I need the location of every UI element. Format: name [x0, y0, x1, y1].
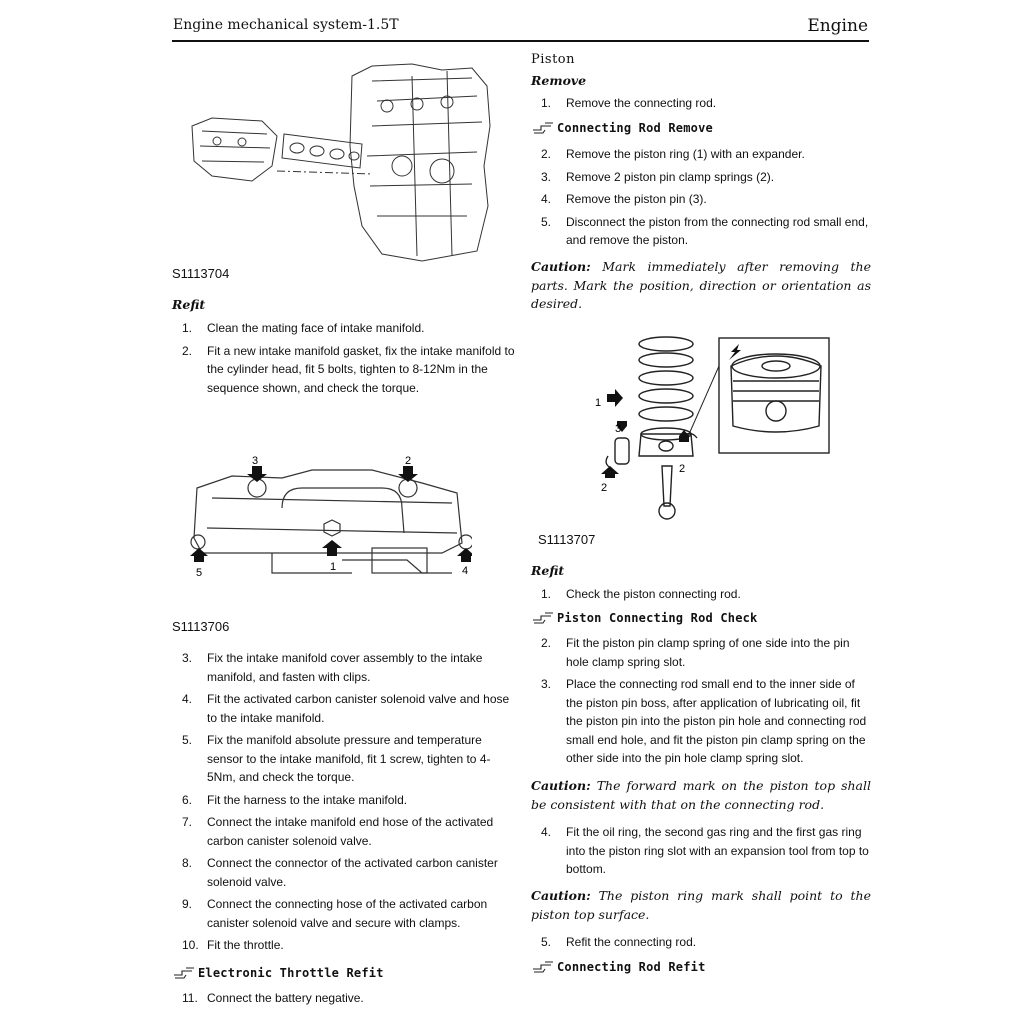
pointing-hand-icon — [172, 966, 196, 980]
bolt-callout-2: 2 — [405, 455, 412, 467]
list-item: 10. Fit the throttle. — [182, 938, 284, 952]
reference-connecting-rod-remove[interactable]: Connecting Rod Remove — [531, 121, 871, 135]
refit-heading-left: Refit — [172, 297, 206, 312]
list-item: 2. Fit a new intake manifold gasket, fix the intake manifold to the cylinder head, fit 5 bolts, tighten to 8-12Nm in the sequence shown, and check the torque. — [182, 343, 515, 395]
refit-steps-left-2 — [172, 649, 517, 959]
list-item: 6. Fit the harness to the intake manifold. — [182, 792, 408, 807]
refit-steps-right-4 — [531, 933, 871, 956]
pointing-hand-icon — [531, 611, 555, 625]
remove-heading: Remove — [531, 73, 587, 88]
figure-label-s1113707: S1113707 — [538, 532, 596, 547]
bolt-callout-3: 3 — [252, 455, 259, 467]
list-item: 4. Fit the oil ring, the second gas ring and the first gas ring into the piston ring slot with an expansion tool from top to bottom. — [541, 825, 869, 876]
intake-manifold-exploded-illustration — [172, 56, 517, 266]
refit-heading-right: Refit — [531, 563, 565, 578]
section-title-piston: Piston — [531, 52, 575, 67]
bolt-callout-5: 5 — [196, 567, 203, 579]
piston-callout-3: 3 — [615, 423, 622, 435]
piston-callout-2-left: 2 — [601, 482, 608, 494]
header-right-title: Engine — [807, 16, 868, 36]
list-item: 5. Refit the connecting rod. — [541, 935, 697, 949]
refit-steps-left-3 — [172, 989, 517, 1012]
list-item: 5. Disconnect the piston from the connecting rod small end, and remove the piston. — [541, 214, 869, 247]
list-item: 3. Remove 2 piston pin clamp springs (2). — [541, 169, 775, 184]
list-item: 11. Connect the battery negative. — [182, 991, 364, 1005]
figure-label-s1113704: S1113704 — [172, 266, 230, 281]
list-item: 8. Connect the connector of the activated carbon canister solenoid valve. — [182, 856, 498, 889]
refit-steps-left-1 — [172, 319, 517, 401]
list-item: 5. Fix the manifold absolute pressure and temperature sensor to the intake manifold, fit 1 screw, tighten to 4-5Nm, and check the torque. — [182, 733, 491, 784]
pointing-hand-icon — [531, 121, 555, 135]
piston-assembly-illustration — [531, 326, 871, 526]
header-left-title: Engine mechanical system-1.5T — [173, 17, 399, 33]
refit-steps-right-1 — [531, 585, 871, 608]
list-item: 3. Fix the intake manifold cover assembly to the intake manifold, and fasten with clips. — [182, 651, 483, 684]
list-item: 2. Remove the piston ring (1) with an expander. — [541, 147, 805, 161]
figure-intake-manifold-bolt-sequence — [172, 448, 517, 593]
reference-connecting-rod-refit[interactable]: Connecting Rod Refit — [531, 960, 871, 974]
pointing-hand-icon — [531, 960, 555, 974]
list-item: 1. Check the piston connecting rod. — [541, 587, 741, 601]
header-rule — [172, 40, 869, 42]
list-item: 9. Connect the connecting hose of the activated carbon canister solenoid valve and secure with clamps. — [182, 897, 488, 930]
caution-ring-mark: Caution: The piston ring mark shall point to the piston top surface. — [531, 888, 871, 922]
remove-steps-1 — [531, 94, 871, 117]
figure-intake-manifold-removal — [172, 56, 517, 271]
list-item: 7. Connect the intake manifold end hose of the activated carbon canister solenoid valve. — [182, 815, 494, 848]
piston-callout-1: 1 — [595, 397, 602, 409]
piston-callout-2-right: 2 — [679, 463, 686, 475]
caution-forward-mark: Caution: The forward mark on the piston top shall be consistent with that on the connecting rod. — [531, 778, 871, 812]
reference-piston-connecting-rod-check[interactable]: Piston Connecting Rod Check — [531, 611, 871, 625]
bolt-sequence-illustration — [172, 448, 472, 588]
figure-piston-exploded — [531, 326, 871, 531]
reference-electronic-throttle-refit[interactable]: Electronic Throttle Refit — [172, 966, 517, 980]
caution-mark-parts: Caution: Mark immediately after removing the parts. Mark the position, direction or orientation as desired. — [531, 259, 871, 311]
refit-steps-right-3 — [531, 823, 871, 883]
remove-steps-2 — [531, 145, 871, 254]
refit-steps-right-2 — [531, 634, 871, 772]
list-item: 1. Clean the mating face of intake manifold. — [182, 321, 425, 335]
bolt-callout-1: 1 — [330, 561, 337, 573]
list-item: 4. Fit the activated carbon canister solenoid valve and hose to the intake manifold. — [182, 692, 510, 725]
list-item: 2. Fit the piston pin clamp spring of one side into the pin hole clamp spring slot. — [541, 636, 850, 669]
list-item: 4. Remove the piston pin (3). — [541, 192, 707, 206]
list-item: 3. Place the connecting rod small end to the inner side of the piston pin boss, after application of lubricating oil, fit the piston pin into the piston pin hole and connecting rod small end hole, and fit the piston pin clamp spring on the other side into the pin hole clamp spring slot. — [541, 677, 867, 765]
bolt-callout-4: 4 — [462, 565, 469, 577]
list-item: 1. Remove the connecting rod. — [541, 96, 717, 110]
figure-label-s1113706: S1113706 — [172, 619, 230, 634]
